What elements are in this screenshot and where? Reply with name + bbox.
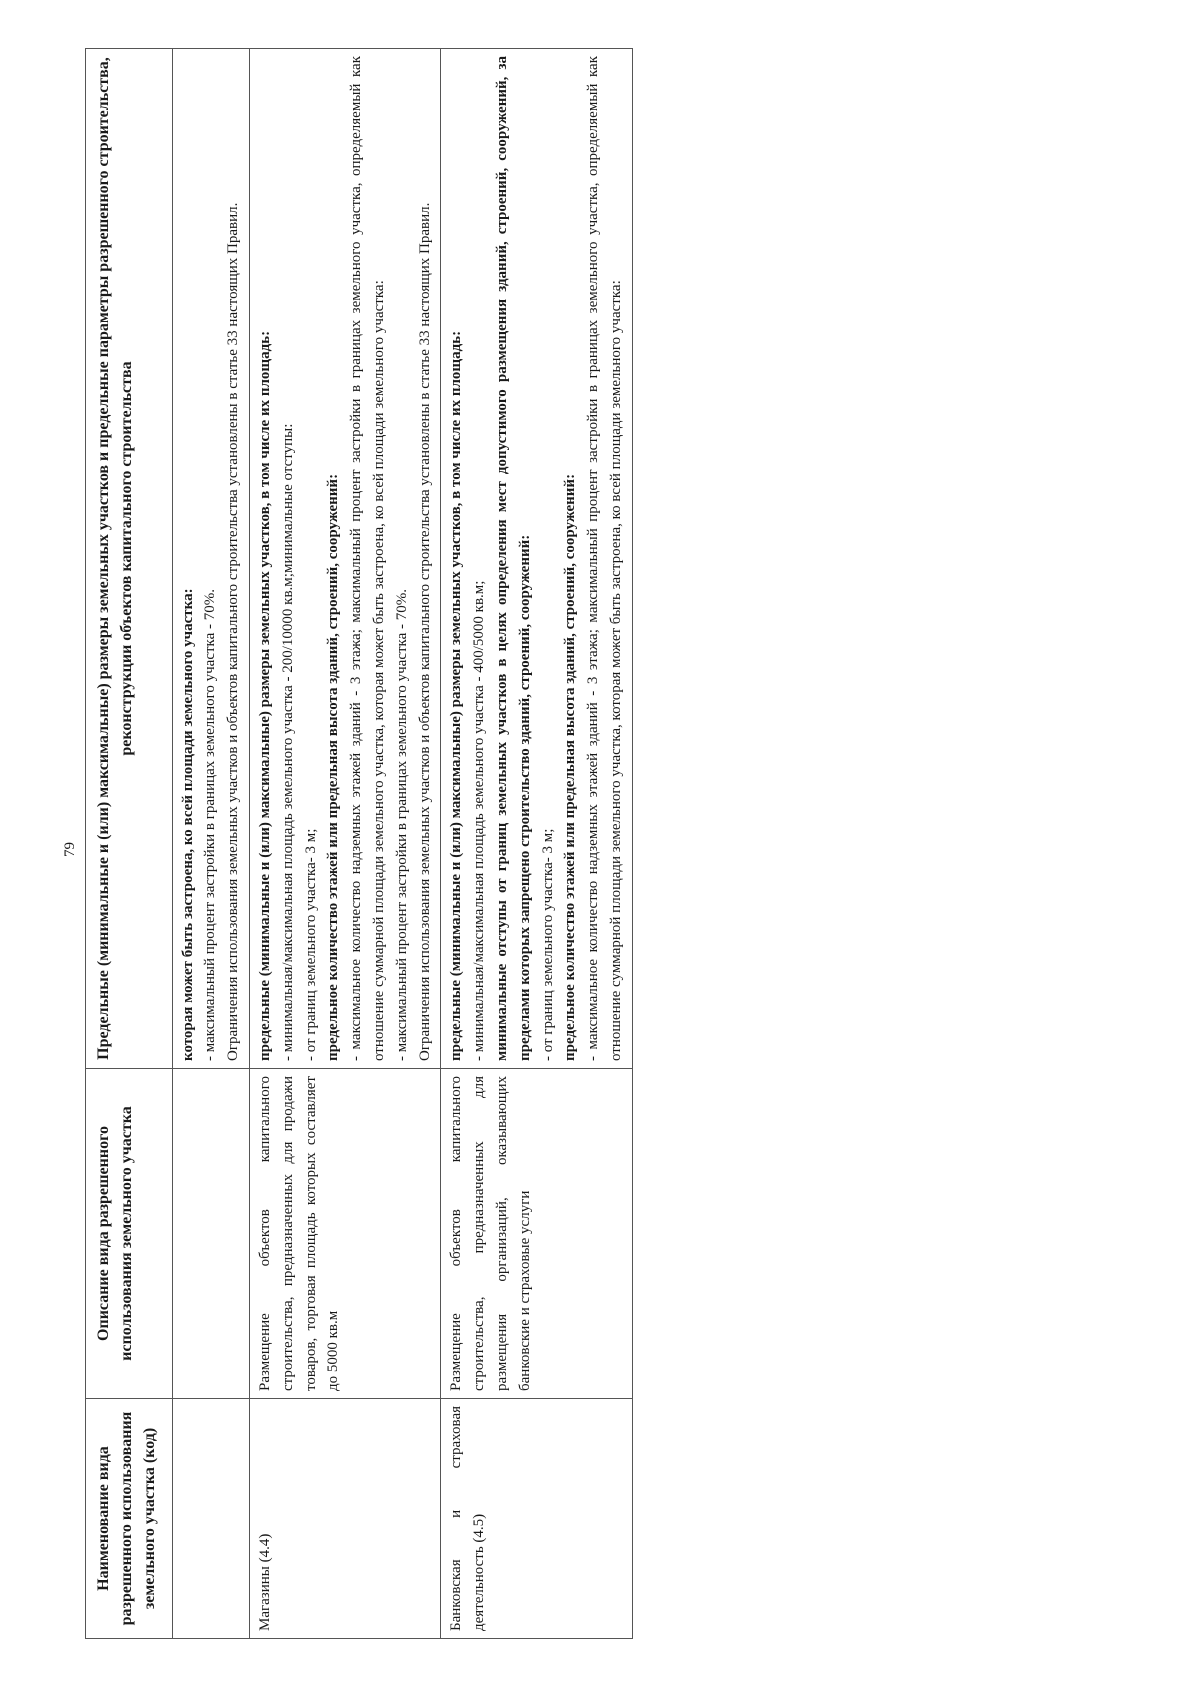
param-text: - максимальное количество надземных этажей зданий - 3 этажа; максимальный процент застройки в границах земельного участка, определяемый как отношение суммарной площади земельного участка, которая может быть застроена, ко всей площади земельного участка: (585, 56, 624, 1061)
param-text: минимальные отступы от границ земельных участков в целях определения мест допустимого размещения зданий, строений, сооружений, за пределами которых запрещено строительство зданий, строений, сооружений: (493, 56, 533, 1061)
use-name-cell: Магазины (4.4) (249, 1399, 440, 1639)
param-text: - от границ земельного участка- 3 м; (302, 828, 319, 1061)
param-text: Ограничения использования земельных участков и объектов капитального строительства установлены в статье 33 настоящих Правил. (416, 202, 433, 1061)
use-description-cell: Размещение объектов капитального строительства, предназначенных для размещения организаций, оказывающих банковские и страховые услуги (441, 1069, 632, 1399)
table-row (441, 49, 632, 1639)
table-row (172, 49, 249, 1639)
param-text: предельные (минимальные и (или) максимальные) размеры земельных участков, в том числе их площадь: (256, 330, 273, 1061)
param-text: - минимальная/максимальная площадь земельного участка - 200/10000 кв.м;минимальные отступы: (279, 423, 296, 1061)
use-name-cell (172, 1399, 249, 1639)
param-text: Ограничения использования земельных участков и объектов капитального строительства установлены в статье 33 настоящих Правил. (225, 202, 242, 1061)
param-text: которая может быть застроена, ко всей площади земельного участка: (179, 588, 196, 1061)
param-text: - максимальный процент застройки в границах земельного участка - 70%. (393, 588, 410, 1061)
param-text: - максимальное количество надземных этажей зданий - 3 этажа; максимальный процент застройки в границах земельного участка, определяемый как отношение суммарной площади земельного участка, которая может быть застроена, ко всей площади земельного участка: (348, 56, 387, 1061)
zoning-table (85, 48, 633, 1639)
param-text: предельное количество этажей или предельная высота зданий, строений, сооружений: (325, 473, 342, 1061)
param-text: - от границ земельного участка- 3 м; (539, 828, 556, 1061)
table-row (249, 49, 440, 1639)
page-number: 79 (62, 842, 78, 857)
parameters-cell (172, 49, 249, 1069)
header-use-name: Наименование вида разрешенного использования земельного участка (код) (86, 1399, 173, 1639)
table-header-row (86, 49, 173, 1639)
parameters-cell (249, 49, 440, 1069)
header-use-description: Описание вида разрешенного использования земельного участка (86, 1069, 173, 1399)
use-description-cell (172, 1069, 249, 1399)
param-text: предельные (минимальные и (или) максимальные) размеры земельных участков, в том числе их площадь: (448, 330, 465, 1061)
use-description-cell: Размещение объектов капитального строительства, предназначенных для продажи товаров, торговая площадь которых составляет до 5000 кв.м (249, 1069, 440, 1399)
parameters-cell (441, 49, 632, 1069)
use-name-cell: Банковская и страховая деятельность (4.5) (441, 1399, 632, 1639)
header-parameters: Предельные (минимальные и (или) максимальные) размеры земельных участков и предельные параметры разрешенного строительства, реконструкции объектов капитального строительства (86, 49, 173, 1069)
param-text: предельное количество этажей или предельная высота зданий, строений, сооружений: (562, 473, 579, 1061)
param-text: - минимальная/максимальная площадь земельного участка - 400/5000 кв.м; (471, 580, 488, 1061)
param-text: - максимальный процент застройки в границах земельного участка - 70%. (202, 588, 219, 1061)
